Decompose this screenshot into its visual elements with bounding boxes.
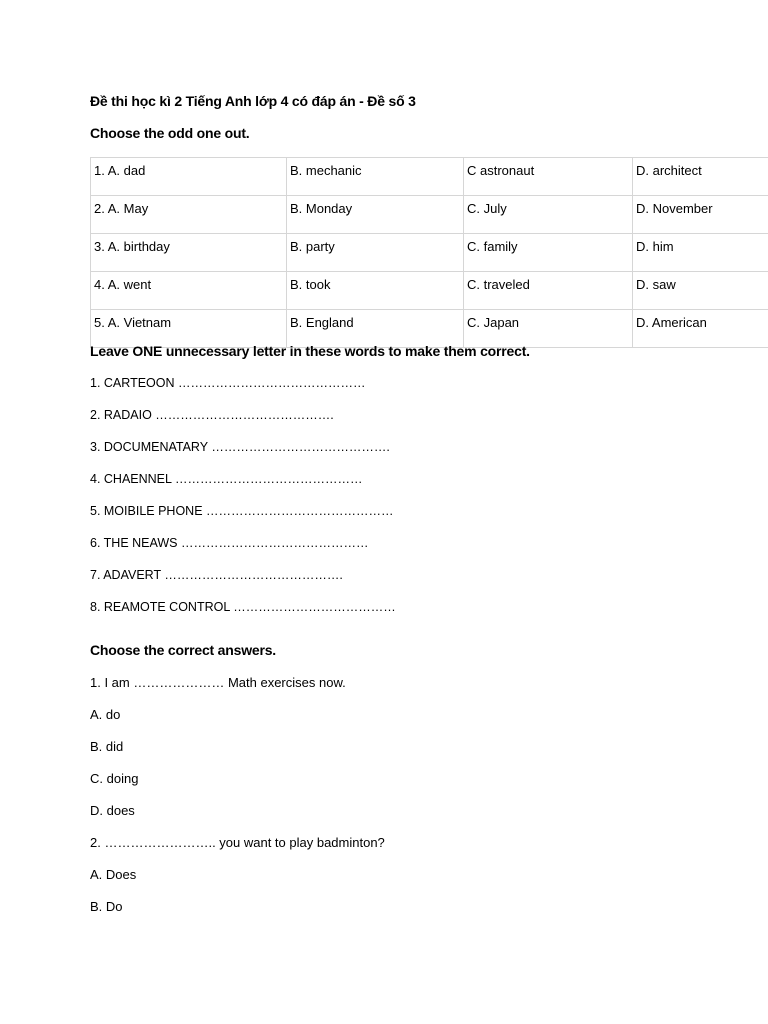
table-cell: C. family [464,234,633,272]
answer-option: B. Do [90,899,123,914]
table-row [91,158,768,196]
question-text: 2. …………………….. you want to play badminton? [90,835,385,850]
answer-option: A. do [90,707,121,722]
table-cell: B. Monday [287,196,464,234]
answer-option: D. does [90,803,135,818]
table-cell: 1. A. dad [91,158,287,196]
table-row [91,234,768,272]
table-cell: B. party [287,234,464,272]
table-cell: D. him [633,234,768,272]
question-text: 1. I am ………………… Math exercises now. [90,675,346,690]
list-item: 1. CARTEOON ……………………………………… [90,376,366,390]
table-cell: C. July [464,196,633,234]
answer-option: C. doing [90,771,139,786]
table-cell: D. November [633,196,768,234]
table-cell: B. mechanic [287,158,464,196]
list-item: 6. THE NEAWS ……………………………………… [90,536,369,550]
table-row [91,272,768,310]
answer-option: A. Does [90,867,137,882]
answer-option: B. did [90,739,124,754]
table-row [91,196,768,234]
odd-one-out-table [90,157,768,348]
table-cell: C astronaut [464,158,633,196]
table-cell: 2. A. May [91,196,287,234]
list-item: 4. CHAENNEL ……………………………………… [90,472,363,486]
table-cell: C. traveled [464,272,633,310]
table-cell: D. American [633,310,768,348]
table-cell: B. took [287,272,464,310]
list-item: 3. DOCUMENATARY ……………………………………. [90,440,390,454]
table-cell: 4. A. went [91,272,287,310]
table-cell: D. architect [633,158,768,196]
page-title: Đề thi học kì 2 Tiếng Anh lớp 4 có đáp án - Đề số 3 [90,93,416,109]
table-row [91,310,768,348]
table-cell: C. Japan [464,310,633,348]
table-cell: D. saw [633,272,768,310]
table-cell: 3. A. birthday [91,234,287,272]
table-cell: 5. A. Vietnam [91,310,287,348]
list-item: 5. MOIBILE PHONE ……………………………………… [90,504,394,518]
list-item: 2. RADAIO ……………………………………. [90,408,334,422]
section-heading-odd-one-out: Choose the odd one out. [90,125,250,141]
list-item: 8. REAMOTE CONTROL ………………………………… [90,600,396,614]
list-item: 7. ADAVERT ……………………………………. [90,568,343,582]
table-cell: B. England [287,310,464,348]
section-heading-correct-answers: Choose the correct answers. [90,642,276,658]
section-heading-unnecessary-letter: Leave ONE unnecessary letter in these words to make them correct. [90,343,530,359]
